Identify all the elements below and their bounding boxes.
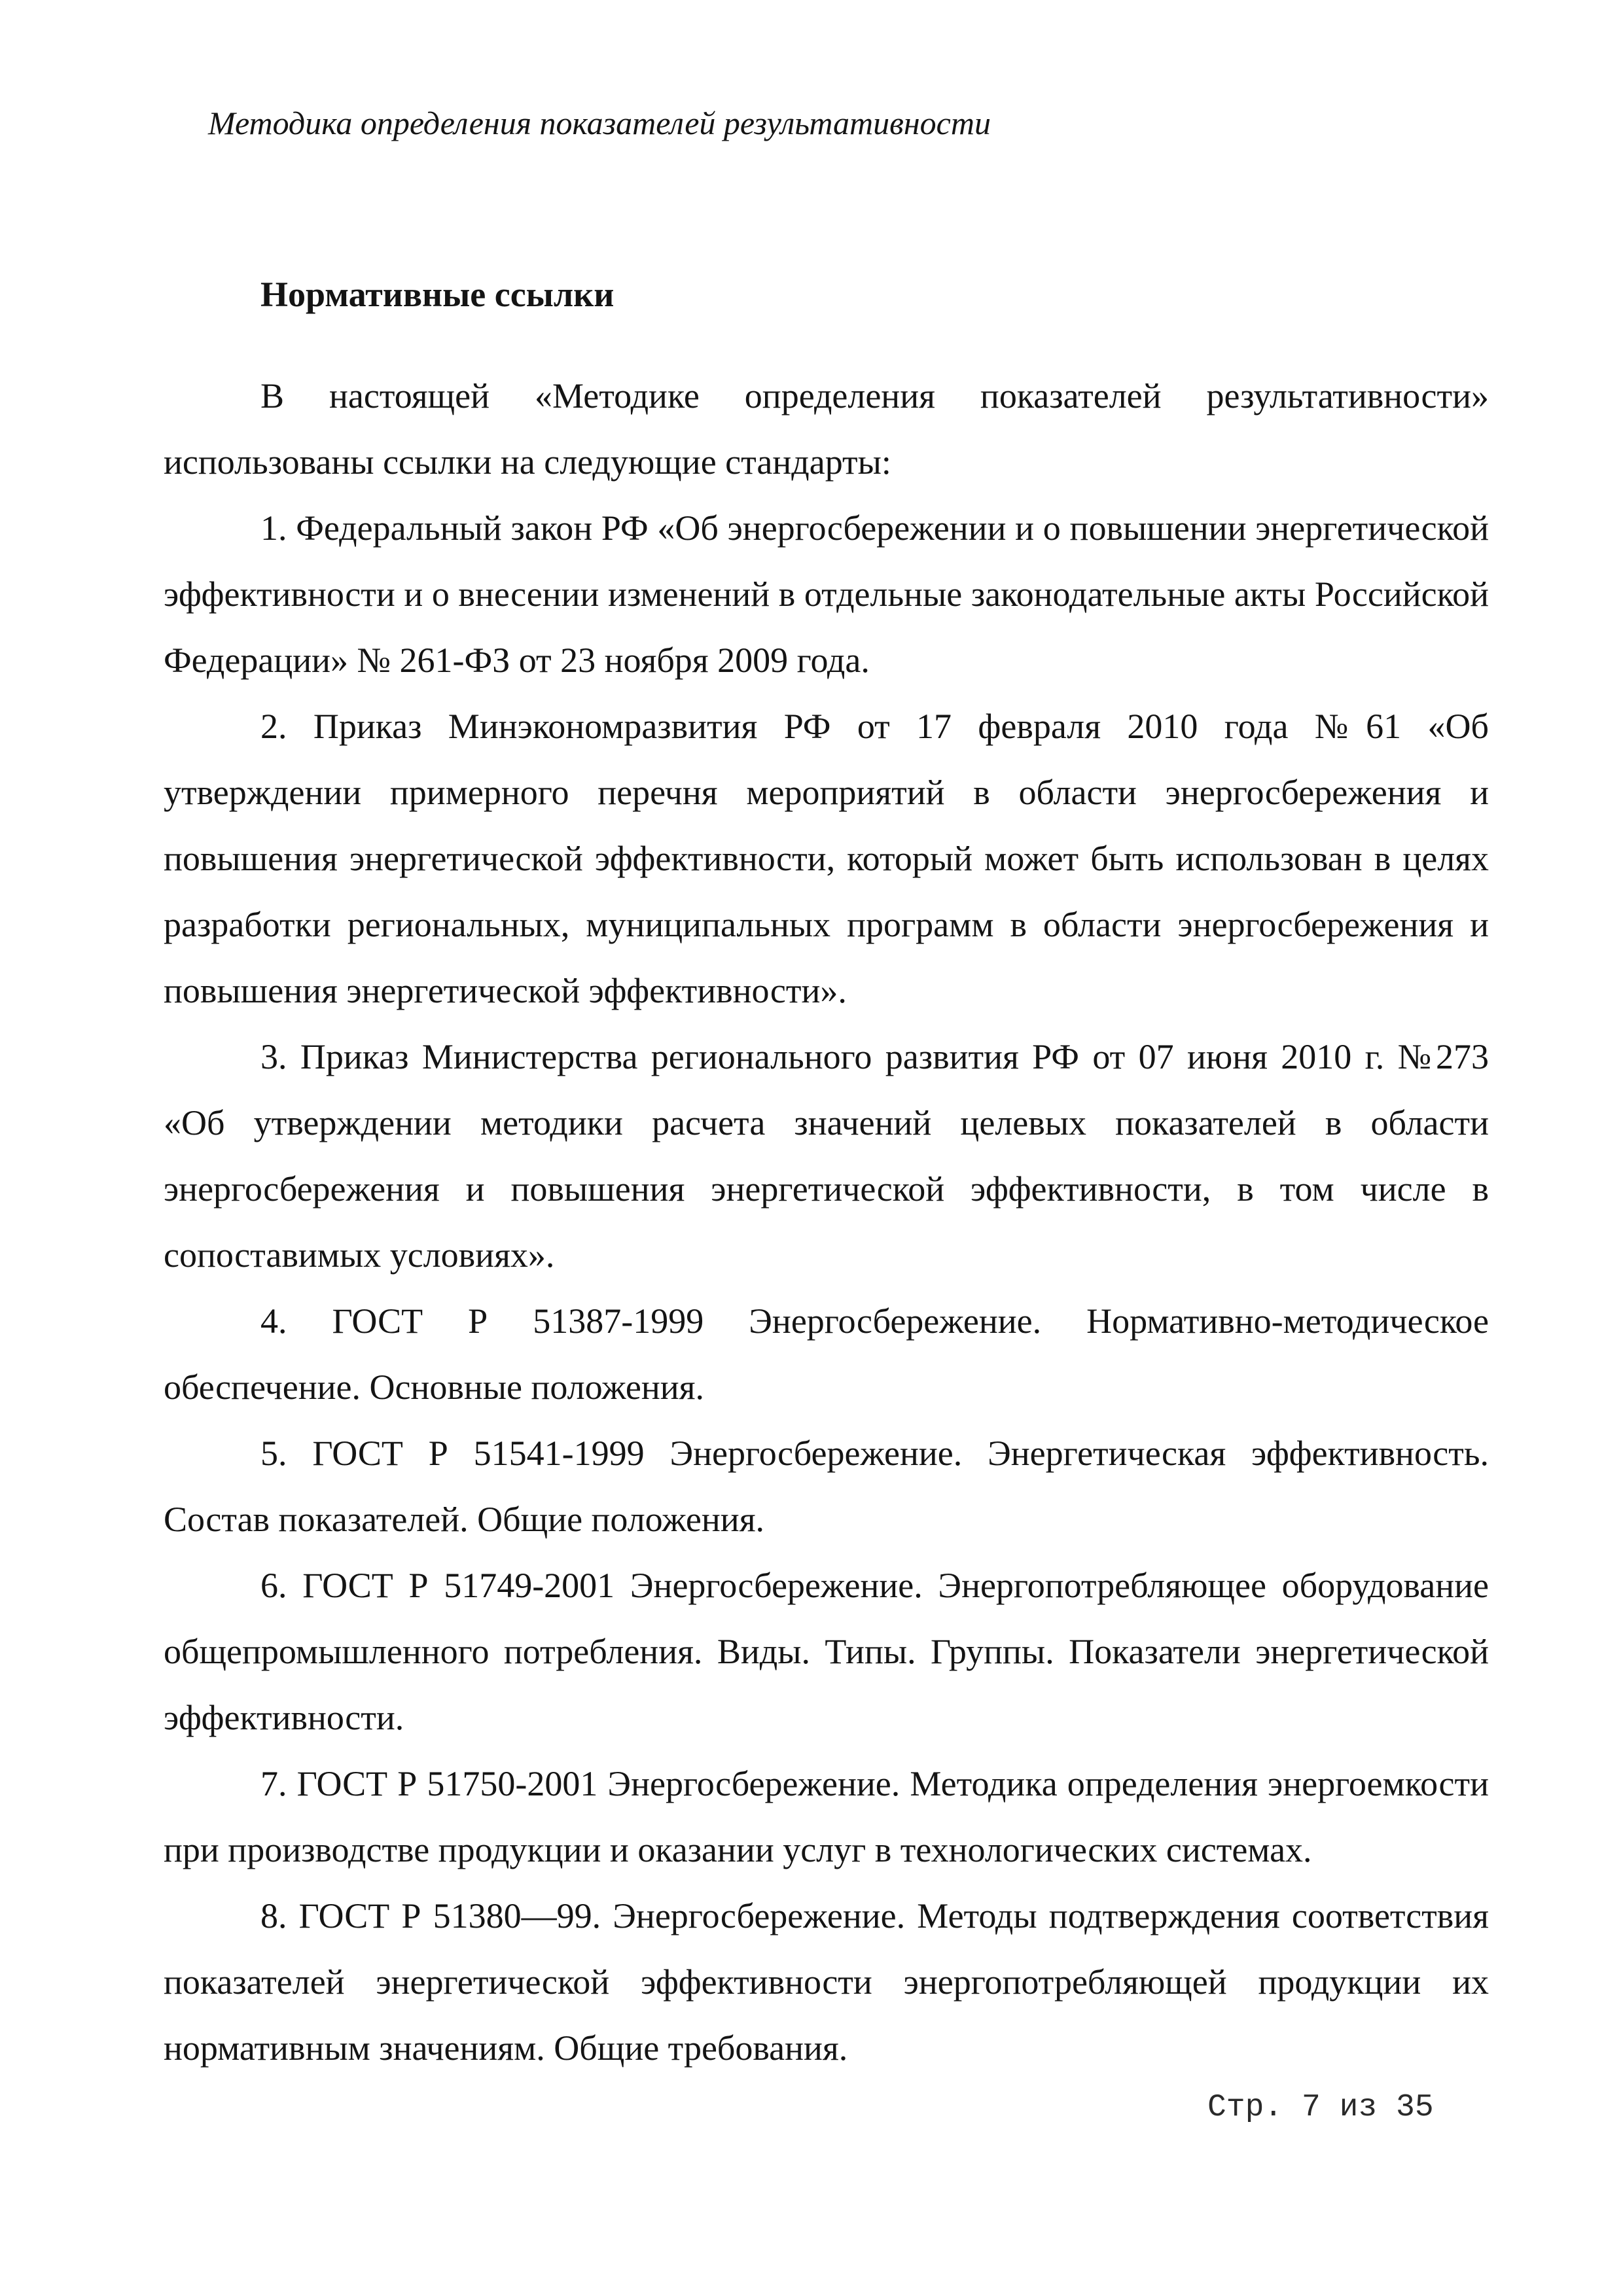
- section-body: [164, 363, 1489, 2081]
- reference-item: 3. Приказ Министерства регионального развития РФ от 07 июня 2010 г. №273 «Об утверждении методики расчета значений целевых показателей в области энергосбережения и повышения энергетической эффективности, в том числе в сопоставимых условиях».: [164, 1037, 1489, 1275]
- reference-item: 4. ГОСТ Р 51387-1999 Энергосбережение. Нормативно-методическое обеспечение. Основные положения.: [164, 1301, 1489, 1407]
- reference-item: 8. ГОСТ Р 51380—99. Энергосбережение. Методы подтверждения соответствия показателей энергетической эффективности энергопотребляющей продукции их нормативным значениям. Общие требования.: [164, 1896, 1489, 2068]
- page-number: Стр. 7 из 35: [1207, 2090, 1434, 2125]
- reference-item: 7. ГОСТ Р 51750-2001 Энергосбережение. Методика определения энергоемкости при производстве продукции и оказании услуг в технологических системах.: [164, 1764, 1489, 1869]
- reference-item: 2. Приказ Минэкономразвития РФ от 17 февраля 2010 года №61 «Об утверждении примерного перечня мероприятий в области энергосбережения и повышения энергетической эффективности, который может быть использован в целях разработки региональных, муниципальных программ в области энергосбережения и повышения энергетической эффективности».: [164, 707, 1489, 1010]
- intro-paragraph: В настоящей «Методике определения показателей результативности» использованы ссылки на следующие стандарты:: [164, 376, 1489, 482]
- reference-item: 6. ГОСТ Р 51749-2001 Энергосбережение. Энергопотребляющее оборудование общепромышленного потребления. Виды. Типы. Группы. Показатели энергетической эффективности.: [164, 1566, 1489, 1737]
- reference-item: 5. ГОСТ Р 51541-1999 Энергосбережение. Энергетическая эффективность. Состав показателей. Общие положения.: [164, 1434, 1489, 1539]
- reference-item: 1. Федеральный закон РФ «Об энергосбережении и о повышении энергетической эффективности и о внесении изменений в отдельные законодательные акты Российской Федерации» № 261-ФЗ от 23 ноября 2009 года.: [164, 508, 1489, 680]
- running-header: Методика определения показателей результативности: [208, 105, 991, 141]
- section-title: Нормативные ссылки: [260, 275, 615, 314]
